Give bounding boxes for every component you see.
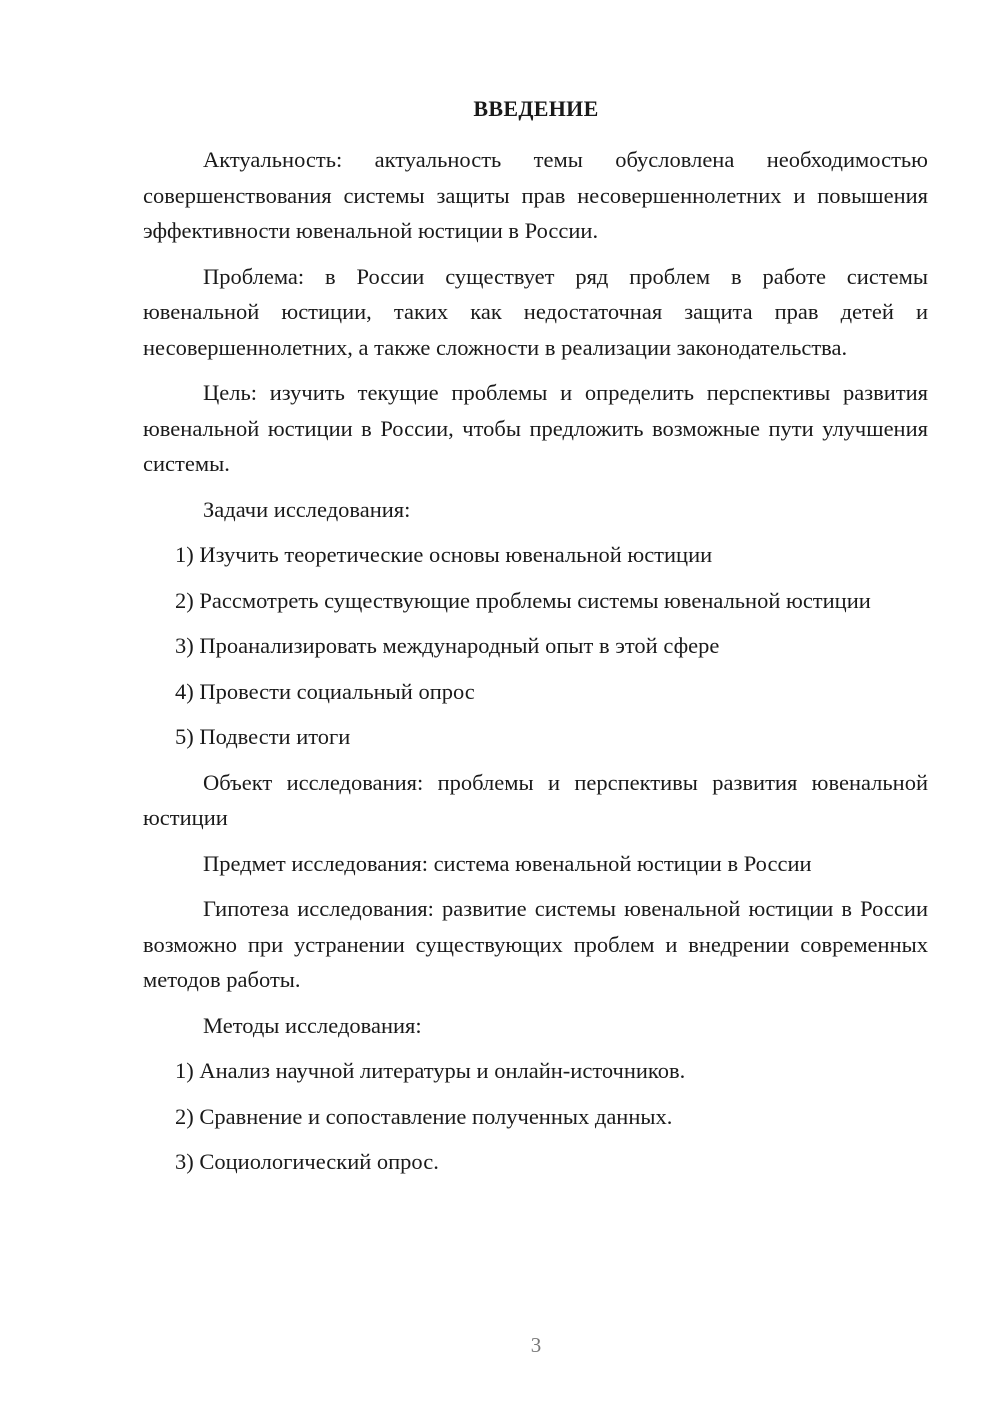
task-item: 2) Рассмотреть существующие проблемы системы ювенальной юстиции (175, 587, 871, 613)
methods-title: Методы исследования: (203, 1012, 422, 1038)
method-item: 2) Сравнение и сопоставление полученных данных. (175, 1103, 673, 1129)
relevance-paragraph: Актуальность: актуальность темы обусловлена необходимостью совершенствования системы защиты прав несовершеннолетних и повышения эффективности ювенальной юстиции в России. (143, 147, 928, 243)
task-item: 5) Подвести итоги (175, 724, 351, 749)
section-heading: ВВЕДЕНИЕ (473, 96, 599, 121)
subject-paragraph: Предмет исследования: система ювенальной юстиции в России (203, 850, 812, 876)
page-number: 3 (530, 1333, 542, 1357)
task-item: 4) Провести социальный опрос (175, 678, 475, 704)
document-body (143, 142, 928, 1190)
goal-paragraph: Цель: изучить текущие проблемы и определить перспективы развития ювенальной юстиции в России, чтобы предложить возможные пути улучшения системы. (143, 380, 928, 476)
object-paragraph: Объект исследования: проблемы и перспективы развития ювенальной юстиции (143, 769, 928, 830)
problem-paragraph: Проблема: в России существует ряд проблем в работе системы ювенальной юстиции, таких как недостаточная защита прав детей и несовершеннолетних, а также сложности в реализации законодательства. (143, 263, 928, 360)
task-item: 1) Изучить теоретические основы ювенальной юстиции (175, 542, 713, 567)
tasks-title: Задачи исследования: (203, 496, 411, 522)
task-item: 3) Проанализировать международный опыт в этой сфере (175, 633, 720, 658)
method-item: 3) Социологический опрос. (175, 1149, 439, 1174)
method-item: 1) Анализ научной литературы и онлайн-источников. (175, 1058, 686, 1083)
hypothesis-paragraph: Гипотеза исследования: развитие системы ювенальной юстиции в России возможно при устранении существующих проблем и внедрении современных методов работы. (143, 896, 928, 992)
